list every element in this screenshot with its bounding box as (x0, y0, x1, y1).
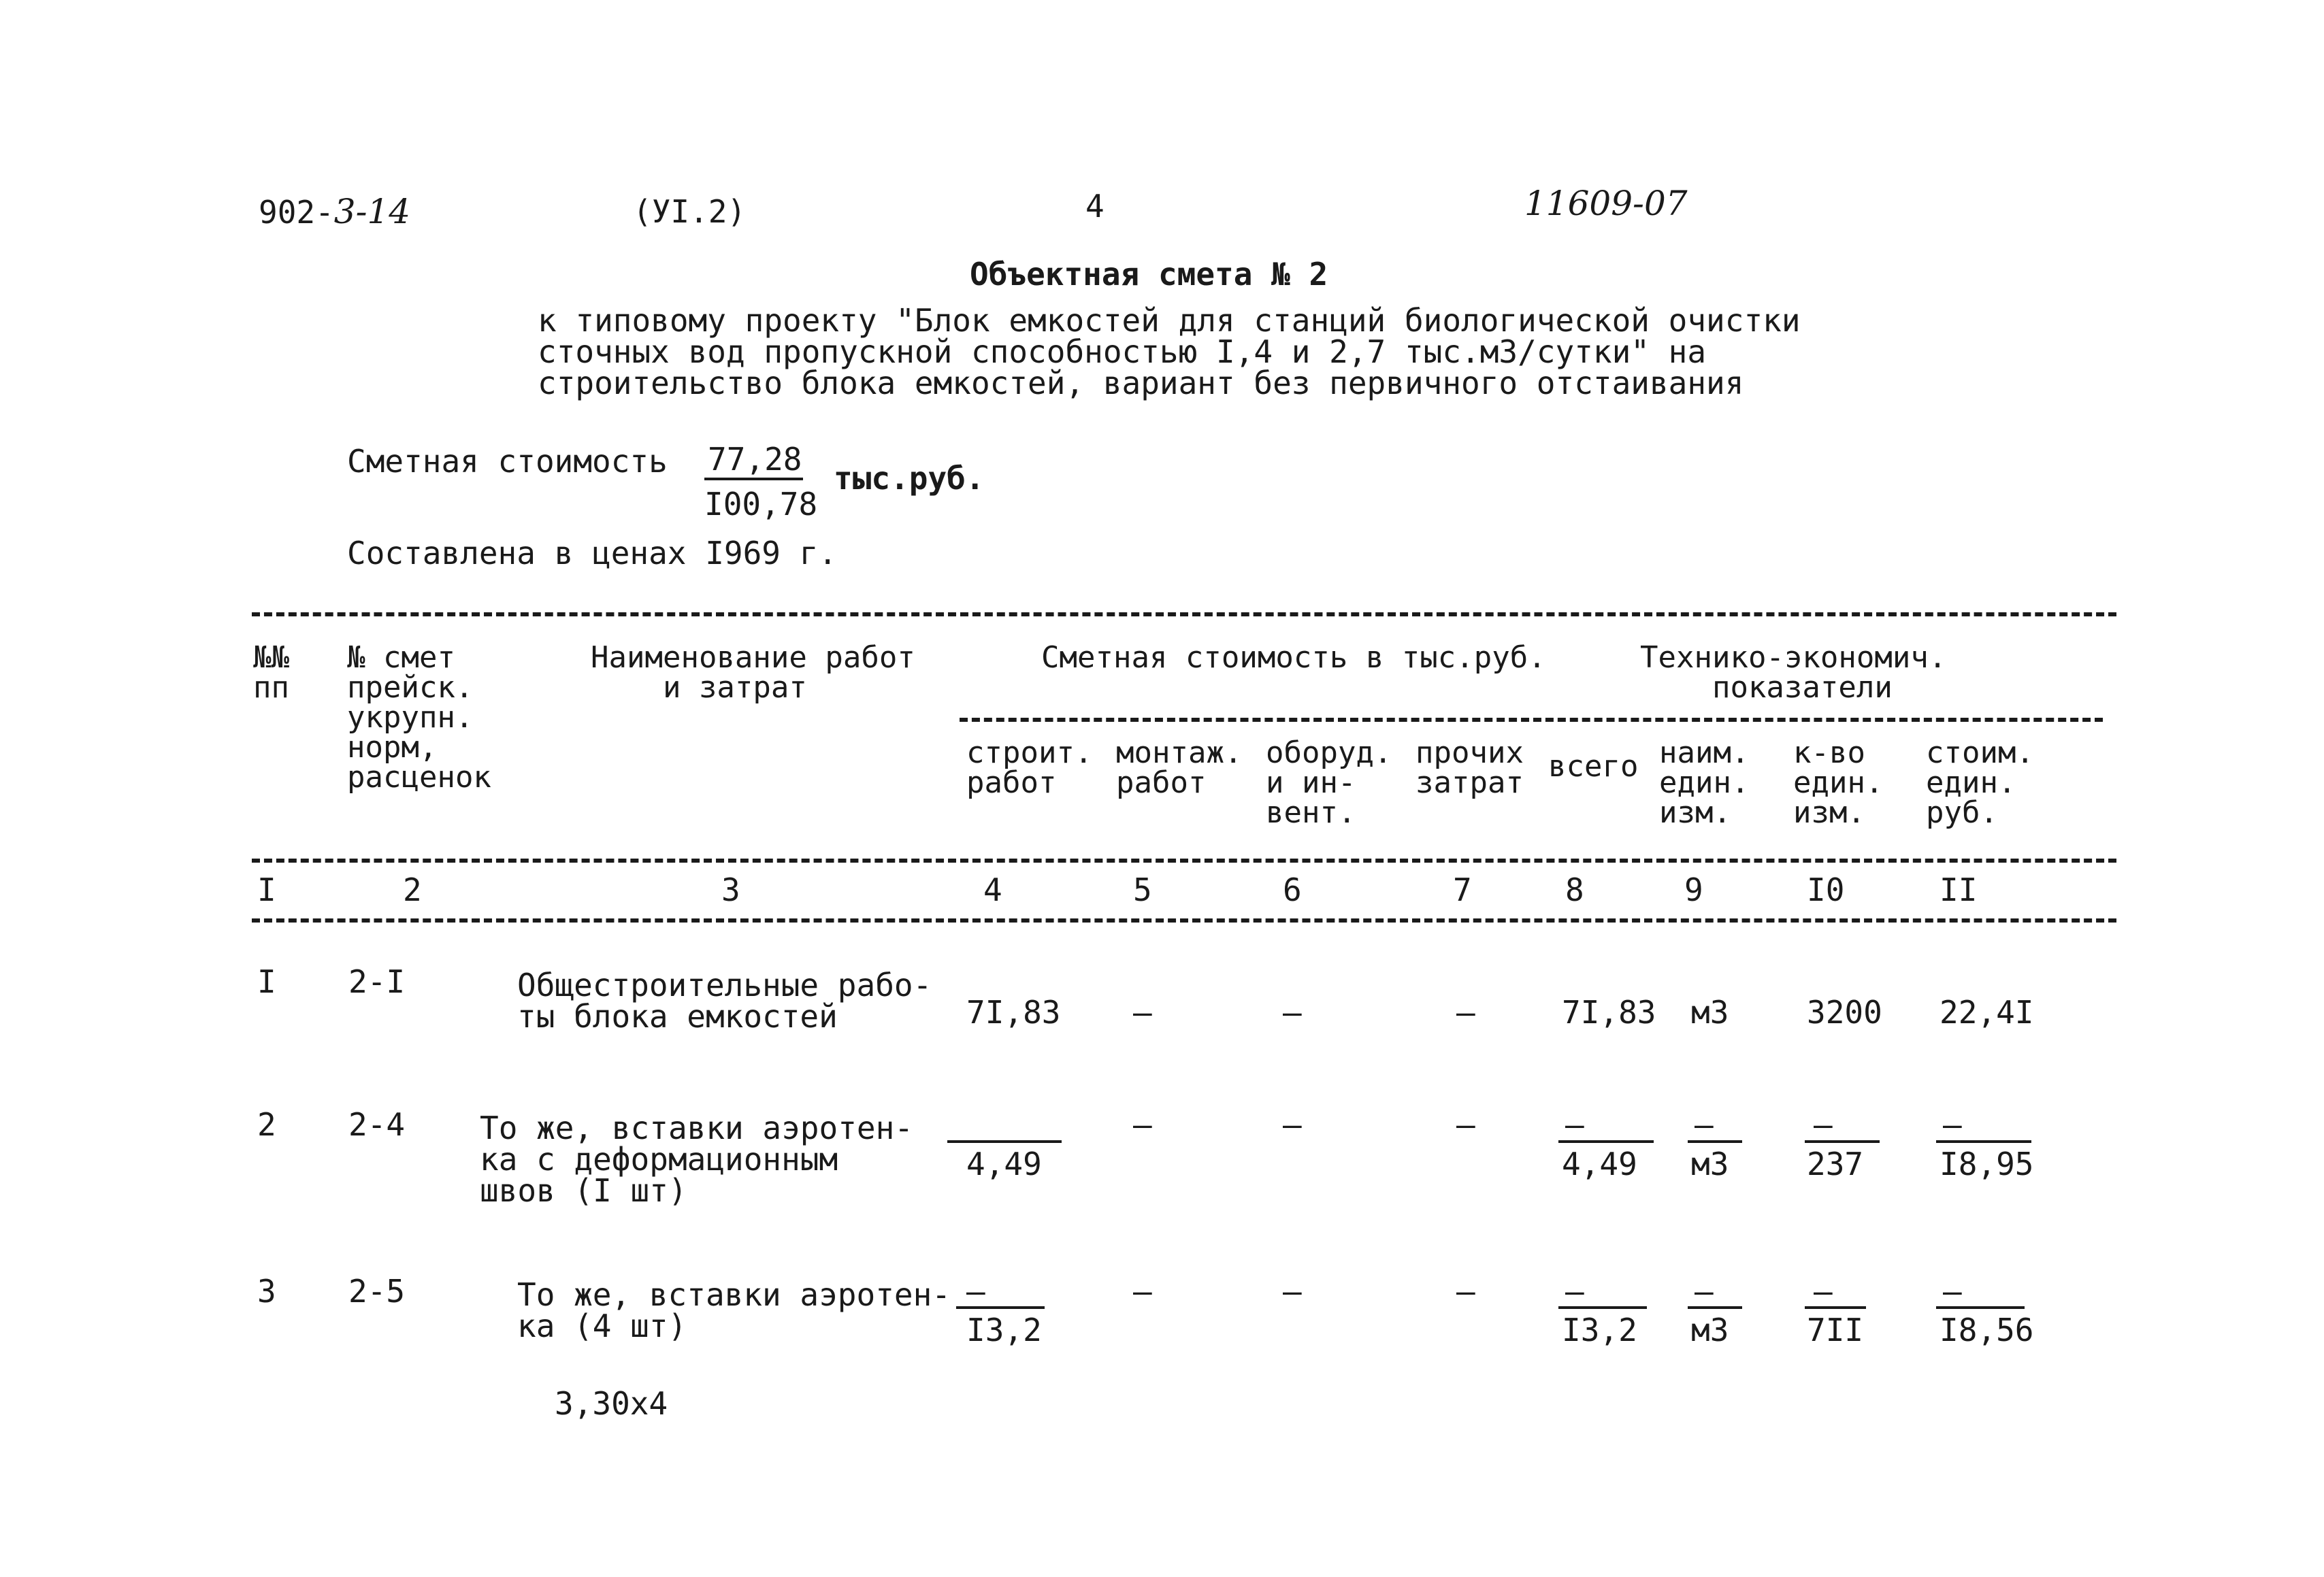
header-unit-cost: стоим. един. руб. (1926, 735, 2034, 830)
row-ref: 2-I (348, 963, 406, 1000)
row-total: 4,49 (1562, 1146, 1637, 1182)
header-ref: № смет прейск. укрупн. норм, расценок (347, 640, 491, 795)
header-unit-qty: к-во един. изм. (1793, 735, 1884, 830)
cost-label: Сметная стоимость (347, 443, 668, 480)
fraction-bar (1688, 1306, 1742, 1309)
column-number: 6 (1283, 872, 1302, 908)
row-name: То же, вставки аэротен- ка с деформационным швов (I шт) (480, 1110, 913, 1209)
inventory-number: 11609-07 (1524, 184, 1688, 223)
column-number: 7 (1453, 872, 1472, 908)
row-installation: – (1133, 1273, 1152, 1310)
header-construction: строит. работ (966, 735, 1093, 800)
row-unit-qty: 237 (1807, 1146, 1864, 1182)
header-name: Наименование работ и затрат (591, 640, 915, 705)
row-unit-cost: I8,56 (1940, 1312, 2034, 1348)
cost-numerator: 77,28 (708, 441, 802, 478)
column-number: 5 (1133, 872, 1152, 908)
row-other: – (1456, 994, 1475, 1031)
header-equipment: оборуд. и ин- вент. (1266, 735, 1392, 830)
doc-code-handwritten: 3-14 (333, 192, 411, 231)
header-num: №№ пп (253, 640, 289, 705)
row-construction: 4,49 (966, 1146, 1042, 1182)
row-unit-qty: 3200 (1807, 994, 1882, 1031)
column-number: I0 (1807, 872, 1845, 908)
doc-code-printed: 902- (259, 194, 334, 231)
row-installation: – (1133, 994, 1152, 1031)
fraction-dash: – (966, 1273, 985, 1310)
row-construction: 7I,83 (966, 994, 1061, 1031)
column-number: I (257, 872, 276, 908)
page-number: 4 (1085, 188, 1104, 225)
row-unit-cost: 22,4I (1940, 994, 2034, 1031)
column-number: 2 (403, 872, 422, 908)
document-heading: Объектная смета № 2 (970, 256, 1328, 293)
fraction-bar (1936, 1306, 2025, 1309)
fraction-dash: – (1814, 1106, 1833, 1143)
column-number: 9 (1684, 872, 1703, 908)
subtitle-line-3: строительство блока емкостей, вариант без первичного отстаивания (538, 365, 1744, 401)
fraction-bar (1558, 1306, 1647, 1309)
fraction-dash: – (1943, 1273, 1962, 1310)
prices-note: Составлена в ценах I969 г. (347, 535, 838, 571)
row-number: I (257, 963, 276, 1000)
fraction-dash: – (1565, 1273, 1584, 1310)
header-bottom-rule (252, 859, 2116, 863)
row-number: 2 (257, 1106, 276, 1143)
column-number: 3 (721, 872, 740, 908)
subtitle-line-2: сточных вод пропускной способностью I,4 и 2,7 тыс.м3/сутки" на (538, 333, 1707, 370)
row-total: 7I,83 (1562, 994, 1656, 1031)
cost-denominator: I00,78 (704, 486, 818, 522)
fraction-dash: – (1695, 1106, 1714, 1143)
header-tech-group: Технико-экономич. показатели (1640, 640, 1947, 705)
section-code: (УI.2) (633, 193, 747, 230)
row-name: То же, вставки аэротен- ка (4 шт) (517, 1276, 951, 1344)
fraction-dash: – (1695, 1273, 1714, 1310)
fraction-bar (1688, 1140, 1742, 1143)
row-installation: – (1133, 1106, 1152, 1143)
fraction-bar (1936, 1140, 2031, 1143)
row-equipment: – (1283, 1273, 1302, 1310)
fraction-dash: – (1565, 1106, 1584, 1143)
row-unit-name: м3 (1691, 1312, 1729, 1348)
fraction-bar (1558, 1140, 1654, 1143)
row-number: 3 (257, 1273, 276, 1310)
column-number: II (1940, 872, 1978, 908)
row-unit-qty: 7II (1807, 1312, 1864, 1348)
row-ref: 2-5 (348, 1273, 406, 1310)
fraction-bar (956, 1306, 1045, 1309)
cost-unit: тыс.руб. (834, 460, 985, 497)
header-installation: монтаж. работ (1116, 735, 1243, 800)
fraction-dash: – (1814, 1273, 1833, 1310)
row-total: I3,2 (1562, 1312, 1637, 1348)
row-construction: I3,2 (966, 1312, 1042, 1348)
row-other: – (1456, 1106, 1475, 1143)
cost-group-rule (960, 718, 2103, 722)
table-top-rule (252, 612, 2116, 616)
header-total: всего (1548, 749, 1639, 784)
row-unit-name: м3 (1691, 994, 1729, 1031)
row-unit-name: м3 (1691, 1146, 1729, 1182)
row-equipment: – (1283, 994, 1302, 1031)
cost-fraction-bar (704, 478, 803, 480)
row-unit-cost: I8,95 (1940, 1146, 2034, 1182)
row-equipment: – (1283, 1106, 1302, 1143)
row-name: Общестроительные рабо- ты блока емкостей (517, 967, 932, 1035)
header-other: прочих затрат (1415, 735, 1524, 800)
row-other: – (1456, 1273, 1475, 1310)
row-ref: 2-4 (348, 1106, 406, 1143)
header-cost-group: Сметная стоимость в тыс.руб. (1041, 640, 1546, 675)
subtitle-line-1: к типовому проекту "Блок емкостей для станций биологической очистки (538, 302, 1801, 339)
fraction-bar (947, 1140, 1062, 1143)
header-unit-name: наим. един. изм. (1659, 735, 1750, 830)
fraction-bar (1805, 1140, 1880, 1143)
fraction-dash: – (1943, 1106, 1962, 1143)
column-number: 4 (983, 872, 1002, 908)
colnum-bottom-rule (252, 918, 2116, 923)
column-number: 8 (1565, 872, 1584, 908)
fraction-bar (1805, 1306, 1866, 1309)
handwritten-note: 3,30x4 (555, 1385, 668, 1422)
